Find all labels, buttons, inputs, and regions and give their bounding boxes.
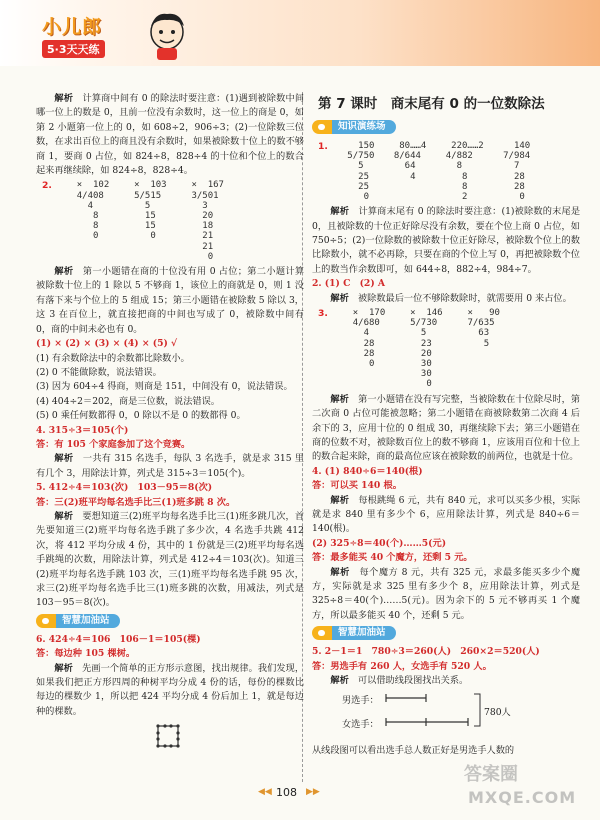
total-label: 780人: [484, 707, 511, 719]
q4b-answer: 答：最多能买 40 个魔方，还剩 5 元。: [312, 552, 473, 564]
q3-note-2: (2) 0 不能做除数，说法错误。: [36, 366, 162, 378]
q3-number: 3.: [318, 308, 328, 320]
mascot-icon: [144, 10, 190, 62]
analysis-2: 解析 第一小题错在商的十位没有用 0 占位；第二小题计算被除数十位上的 1 除以 5 不够商 1，该位上的商就是 0，则 1 没有落下来与个位上的 5 组成 15；第三小题错在被除数 5 除以 3，这 3 在百位上，就直接把商的中间也写成了 0，被除数中间有 0，商的中间未必也有 0。: [36, 266, 305, 335]
tag-label: 智慧加油站: [332, 626, 396, 640]
q5-answer: 答：三(2)班平均每名选手比三(1)班多跳 8 次。: [36, 496, 236, 508]
q6-answer: 答：每边种 105 棵树。: [36, 648, 136, 660]
analysis-6-text: 先画一个简单的正方形示意图，找出规律。我们发现，如果我们把正方形四周的种树平均分成 4 份的话，每份的棵数比每边的棵数少 1，所以把 424 平均分成 4 份后加上 1，就是每边种的棵数。: [36, 662, 305, 717]
analysis-4: 解析 一共有 315 名选手，每队 3 名选手，就是求 315 里有几个 3，用除法计算，列式是 315÷3＝105(个)。: [36, 453, 304, 479]
q5-answer-right: 答：男选手有 260 人，女选手有 520 人。: [312, 660, 492, 672]
q4-equation-right: 4. (1) 840÷6＝140(根): [312, 465, 423, 477]
line-segment-diagram: [320, 688, 580, 744]
tag-label: 智慧加油站: [56, 614, 120, 628]
q2-answer-right: 2. (1) C (2) A: [312, 278, 385, 290]
analysis-4-text: 一共有 315 名选手，每队 3 名选手，就是求 315 里有几个 3，用除法计算，列式是 315÷3＝105(个)。: [36, 453, 304, 479]
q4-answer-right: 答：可以买 140 根。: [312, 480, 402, 492]
calc-q3-3: × 90 7/635 63 5: [467, 308, 500, 349]
square-diagram-icon: [154, 722, 182, 750]
analysis-r1: 解析 计算商末尾有 0 的除法时要注意：(1)被除数的末尾是 0，且被除数的十位正好除尽没有余数，要在个位上商 0 占位，如 750÷5；(2)一位除数的被除数十位正好除尽，被除数个位上的数比除数小，就不必再除，只要在商的个位上写 0，再把被除数个位上的数当作余数即可，如 644÷8，882÷4，984÷7。: [312, 206, 581, 275]
header-banner: [0, 0, 600, 66]
right-column: [312, 92, 580, 759]
q5-equation: 5. 412÷4＝103(次) 103－95＝8(次): [36, 482, 213, 494]
calc-q1-4: 140 7/984 7 28 28 0: [503, 141, 531, 203]
lesson-title: 第 7 课时 商末尾有 0 的一位数除法: [318, 96, 545, 112]
watermark-site: MXQE.COM: [468, 788, 577, 807]
q3-note-5: (5) 0 乘任何数都得 0，0 除以不是 0 的数都得 0。: [36, 410, 246, 422]
prev-page-arrow-icon[interactable]: ◀◀: [258, 787, 272, 797]
analysis-1: 解析 计算商中间有 0 的除法时要注意：(1)遇到被除数中间哪一位上的数是 0，且前一位没有余数时，这一位上的商是 0，如第 2 小题第一位上的 0，如 608÷2，906÷3；(2)一位除数三位数，在求出百位上的商且没有余数时，如果被除数十位上的数不够商 1，要商 0 占位，如 824÷8，828÷4 的十位和个位上的数合起来再继续除，如 824÷8，828÷4。: [36, 93, 305, 177]
q1-calcs: [318, 141, 580, 202]
calc-q1-2: 80……4 8/644 64 4: [393, 141, 427, 182]
page-number: 108: [276, 786, 297, 799]
q4-answer: 答：有 105 个家庭参加了这个竞赛。: [36, 438, 191, 450]
tag-wisdom-station-right: [312, 626, 396, 640]
calc-q2-3: × 167 3/501 3 20 18 21 21 0: [191, 180, 224, 262]
watermark: [460, 752, 586, 812]
left-column: [36, 92, 304, 753]
calc-q2-2: × 103 5/515 5 15 15 0: [134, 180, 167, 242]
analysis-2-text: 第一小题错在商的十位没有用 0 占位；第二小题计算被除数十位上的 1 除以 5 不够商 1，该位上的商就是 0，则 1 没有落下来与个位上的 5 组成 15；第三小题错在被除数 5 除以 3，这 3 在百位上，就直接把商的中间也写成了 0，被除数中间有 0，商的中间未必也有 0。: [36, 266, 305, 335]
analysis-1-text: 计算商中间有 0 的除法时要注意：(1)遇到被除数中间哪一位上的数是 0，且前一位没有余数时，这一位上的商是 0，如第 2 小题第一位上的 0，如 608÷2，906÷3；(2)一位除数三位数，在求出百位上的商且没有余数时，如果被除数十位上的数不够商 1，要商 0 占位，如 824÷8，828÷4 的十位和个位上的数合起来再继续除，如 824÷8，828÷4。: [36, 93, 305, 177]
male-label: 男选手：: [342, 695, 379, 707]
q3-note-1: (1) 有余数除法中的余数都比除数小。: [36, 352, 190, 364]
tag-knowledge-practice: [312, 120, 396, 134]
analysis-r4a-text: 每根跳绳 6 元，共有 840 元，求可以买多少根，实际就是求 840 里有多少个 6，应用除法计算，列式是 840÷6＝140(根)。: [312, 494, 581, 535]
next-page-arrow-icon[interactable]: ▶▶: [306, 787, 320, 797]
q1-number: 1.: [318, 141, 328, 152]
brand-name: 小儿郎: [42, 16, 103, 38]
analysis-r1-text: 计算商末尾有 0 的除法时要注意：(1)被除数的末尾是 0，且被除数的十位正好除尽没有余数，要在个位上商 0 占位，如 750÷5；(2)一位除数的被除数十位正好除尽，被除数个位上的数比除数小，就不必再除，只要在商的个位上写 0，再把被除数个位上的数当作余数即可，如 644÷8，882÷4，984÷7。: [312, 206, 581, 275]
analysis-r3-text: 第一小题错在没有写完整，当被除数在十位除尽时，第二次商 0 占位可能被忽略；第二小题错在商被除数第二次商 4 后余下的 3，应用十位的 0 组成 30，再继续除下去；第三小题错在商的位数不对，被除数百位上的数不够商 1，应该用百位和十位上的数合起来除，商的最高位应该在被除数的前两位，也就是十位。: [312, 393, 581, 463]
calc-q3-1: × 170 4/680 4 28 28 0: [352, 308, 386, 370]
tag-wisdom-station-left: [36, 614, 120, 628]
analysis-r2-text: 被除数最后一位不够除数除时，就需要用 0 来占位。: [357, 292, 572, 304]
series-name: 5·3天天练: [42, 40, 105, 58]
analysis-6: 解析 先画一个简单的正方形示意图，找出规律。我们发现，如果我们把正方形四周的种树平均分成 4 份的话，每份的棵数比每边的棵数少 1，所以把 424 平均分成 4 份后加上 1，就是每边种的棵数。: [36, 662, 305, 717]
tag-bulb-icon: [312, 626, 332, 640]
brand-logo: [40, 8, 190, 62]
watermark-text: 答案圈: [464, 764, 518, 785]
tag-label: 知识演练场: [332, 120, 396, 134]
q2-number: 2.: [42, 180, 52, 192]
analysis-r5-text: 可以借助线段图找出关系。: [357, 675, 469, 686]
calc-q1-3: 220……2 4/882 8 8 8 2: [445, 141, 484, 203]
q3-note-4: (4) 404÷2＝202，商是三位数，说法错误。: [36, 395, 220, 407]
q2-calcs: [42, 180, 304, 262]
q6-equation: 6. 424÷4＝106 106－1＝105(棵): [36, 633, 201, 645]
analysis-r5: 解析 可以借助线段图找出关系。: [330, 675, 469, 686]
analysis-r2: 解析 被除数最后一位不够除数除时，就需要用 0 来占位。: [330, 292, 572, 304]
q3-note-3: (3) 因为 604÷4 得商，则商是 151，中间没有 0，说法错误。: [36, 381, 293, 393]
analysis-r4b: 解析 每个魔方 8 元，共有 325 元，求最多能买多少个魔方，实际就是求 325 里有多少个 8，应用除法计算，列式是 325÷8＝40(个)……5(元)。因为余下的 5 元不够再买 1 个魔方，所以最多能买 40 个，还剩 5 元。: [312, 566, 581, 621]
female-label: 女选手：: [342, 719, 379, 731]
calc-q1-1: 150 5/750 5 25 25 0: [347, 141, 375, 203]
analysis-r5b: 从线段图可以看出选手总人数正好是男选手人数的: [312, 745, 515, 757]
analysis-5-text: 要想知道三(2)班平均每名选手比三(1)班多跳几次，首先要知道三(2)班平均每名选手跳了多少次，4 名选手共跳 412 次，将 412 平均分成 4 份，其中的 1 份就是三(2)班平均每名选手跳绳的次数，用除法计算，列式是 412÷4＝103(次)。知道三(2)班平均每名选手跳 103 次，三(1)班平均每名选手跳 95 次，求三(2)班平均每名选手比三(1)班多跳的次数，用减法，列式是 103－95＝8(次)。: [36, 510, 305, 609]
analysis-r4a: 解析 每根跳绳 6 元，共有 840 元，求可以买多少根，实际就是求 840 里有多少个 6，应用除法计算，列式是 840÷6＝140(根)。: [312, 494, 581, 535]
q3-answer: (1) × (2) × (3) × (4) × (5) √: [36, 338, 178, 350]
tag-bulb-icon: [312, 120, 332, 134]
q5-equation-right: 5. 2－1＝1 780÷3＝260(人) 260×2＝520(人): [312, 646, 540, 658]
q4b-equation: (2) 325÷8＝40(个)……5(元): [312, 537, 447, 549]
q3-calcs: [318, 308, 580, 390]
analysis-5: 解析 要想知道三(2)班平均每名选手比三(1)班多跳几次，首先要知道三(2)班平均每名选手跳了多少次，4 名选手共跳 412 次，将 412 平均分成 4 份，其中的 1 份就是三(2)班平均每名选手跳绳的次数，用除法计算，列式是 412÷4＝103(次)。知道三(2)班平均每名选手跳 103 次，三(1)班平均每名选手跳 95 次，求三(2)班平均每名选手比三(1)班多跳的次数，用减法，列式是 103－95＝8(次)。: [36, 510, 305, 609]
tag-bulb-icon: [36, 614, 56, 628]
analysis-r4b-text: 每个魔方 8 元，共有 325 元，求最多能买多少个魔方，实际就是求 325 里有多少个 8，应用除法计算，列式是 325÷8＝40(个)……5(元)。因为余下的 5 元不够再买 1 个魔方，所以最多能买 40 个，还剩 5 元。: [312, 566, 581, 621]
calc-q2-1: × 102 4/408 4 8 8 0: [76, 180, 110, 242]
calc-q3-2: × 146 5/730 5 23 20 30 30 0: [410, 308, 443, 390]
q4-equation: 4. 315÷3＝105(个): [36, 424, 129, 436]
analysis-r3: 解析 第一小题错在没有写完整，当被除数在十位除尽时，第二次商 0 占位可能被忽略；第二小题错在商被除数第二次商 4 后余下的 3，应用十位的 0 组成 30，再继续除下去；第三小题错在商的位数不对，被除数百位上的数不够商 1，应该用百位和十位上的数合起来除，商的最高位应该在被除数的前两位，也就是十位。: [312, 393, 581, 463]
